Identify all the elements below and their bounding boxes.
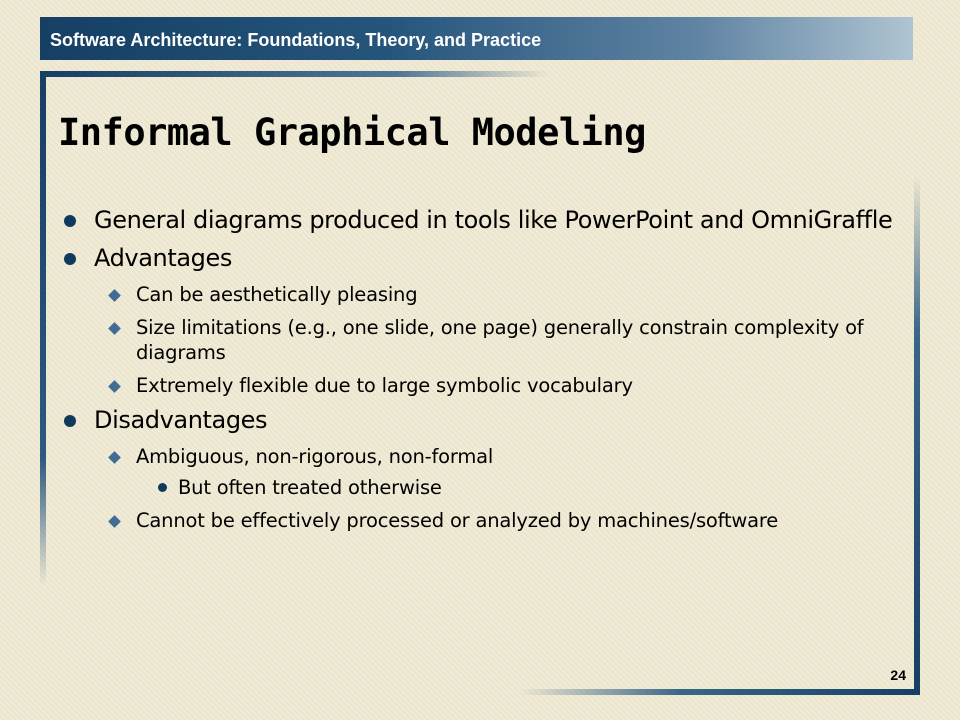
frame-right-border — [914, 175, 920, 695]
bullet-item — [58, 243, 906, 274]
sub-bullet-item — [58, 373, 906, 398]
bullet-text: Can be aesthetically pleasing — [136, 283, 418, 306]
diamond-bullet-icon — [108, 451, 121, 464]
sub-sub-bullet-item — [58, 475, 906, 500]
diamond-bullet-icon — [108, 289, 121, 302]
bullet-dot-icon — [64, 215, 76, 227]
frame-bottom-border — [520, 689, 920, 695]
diamond-bullet-icon — [108, 515, 121, 528]
slide-title: Informal Graphical Modeling — [58, 111, 646, 154]
bullet-text: But often treated otherwise — [178, 476, 442, 499]
bullet-text: Extremely flexible due to large symbolic vocabulary — [136, 374, 633, 397]
frame-top-border — [40, 71, 550, 77]
frame-left-border — [40, 71, 46, 586]
sub-bullet-item — [58, 315, 906, 365]
bullet-list — [58, 205, 906, 645]
sub-bullet-item — [58, 508, 906, 533]
bullet-item — [58, 405, 906, 436]
page-number: 24 — [890, 667, 906, 683]
sub-bullet-item — [58, 282, 906, 307]
bullet-text: Ambiguous, non-rigorous, non-formal — [136, 445, 494, 468]
bullet-text: General diagrams produced in tools like PowerPoint and OmniGraffle — [94, 206, 893, 234]
bullet-text: Cannot be effectively processed or analyzed by machines/software — [136, 509, 779, 532]
header-title: Software Architecture: Foundations, Theory, and Practice — [50, 30, 542, 50]
bullet-text: Disadvantages — [94, 406, 268, 434]
bullet-text: Size limitations (e.g., one slide, one page) generally constrain complexity of diagrams — [136, 316, 864, 364]
bullet-text: Advantages — [94, 244, 232, 272]
bullet-dot-icon — [64, 253, 76, 265]
bullet-dot-icon — [64, 415, 76, 427]
sub-bullet-item — [58, 444, 906, 469]
diamond-bullet-icon — [108, 322, 121, 335]
bullet-item — [58, 205, 906, 236]
small-bullet-dot-icon — [158, 483, 167, 492]
diamond-bullet-icon — [108, 380, 121, 393]
